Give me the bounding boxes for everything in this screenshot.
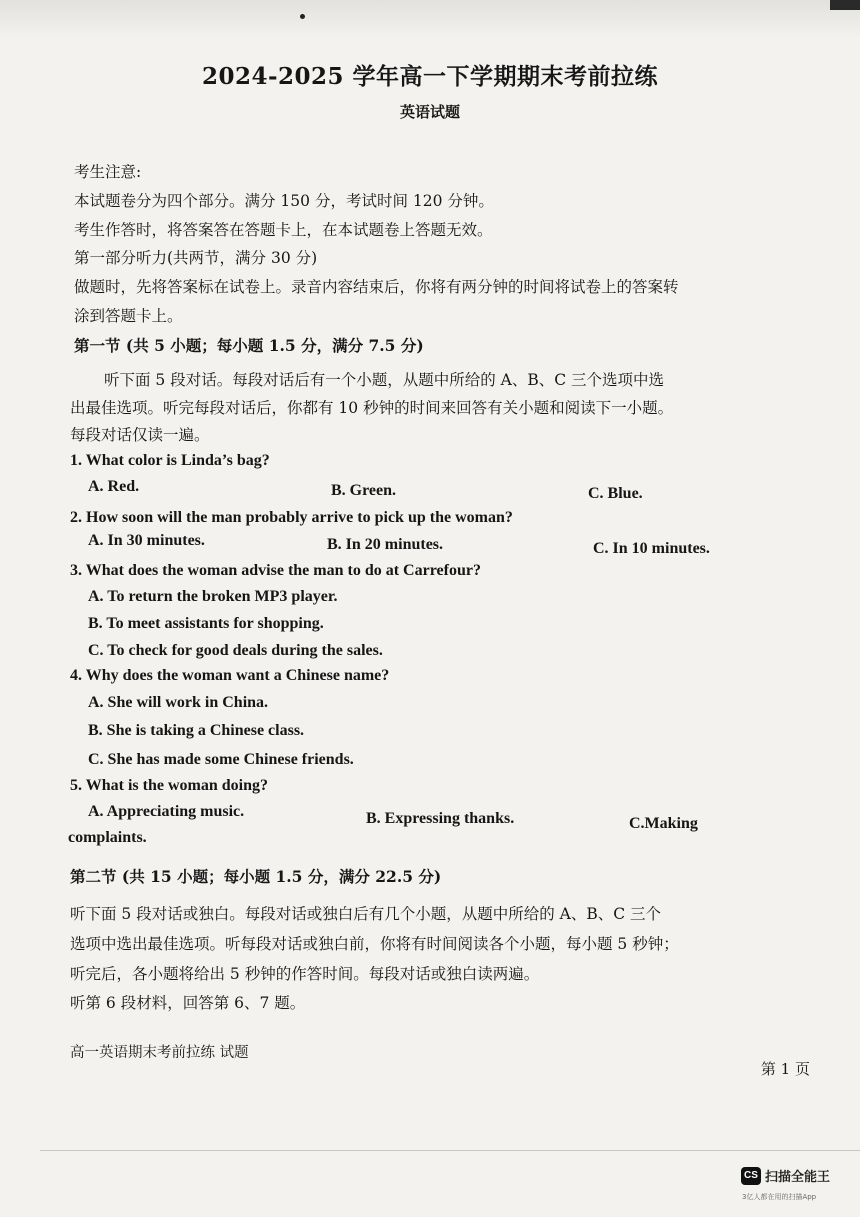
question-1-option-c: C. Blue. [588,485,643,502]
question-3-option-b: B. To meet assistants for shopping. [88,615,324,632]
notice-line-2: 考生作答时，将答案答在答题卡上，在本试题卷上答题无效。 [74,221,493,239]
section1-instruction-2: 出最佳选项。听完每段对话后，你都有 10 秒钟的时间来回答有关小题和阅读下一小题。 [70,399,674,417]
page-number: 第 1 页 [760,1060,810,1078]
question-4-option-a: A. She will work in China. [88,694,269,711]
section2-instruction-4: 听第 6 段材料，回答第 6、7 题。 [70,994,306,1012]
question-3-stem: 3. What does the woman advise the man to do at Carrefour? [70,562,481,579]
scan-speck [300,14,305,19]
question-5-option-c: C.Making [629,815,698,832]
question-5-option-b: B. Expressing thanks. [366,810,515,827]
question-2-stem: 2. How soon will the man probably arrive to pick up the woman? [70,509,513,526]
section2-instruction-1: 听下面 5 段对话或独白。每段对话或独白后有几个小题，从题中所给的 A、B、C 三个 [70,905,662,923]
question-2-option-c: C. In 10 minutes. [593,540,710,557]
question-3-option-a: A. To return the broken MP3 player. [88,588,338,605]
part1-instruction-2: 涂到答题卡上。 [74,307,183,325]
question-4-option-b: B. She is taking a Chinese class. [88,722,305,739]
question-5-stem: 5. What is the woman doing? [70,777,268,794]
question-4-option-c: C. She has made some Chinese friends. [88,751,354,768]
question-2-option-a: A. In 30 minutes. [88,532,205,549]
section2-instruction-3: 听完后，各小题将给出 5 秒钟的作答时间。每段对话或独白读两遍。 [70,965,540,983]
question-1-option-b: B. Green. [331,482,397,499]
section1-instruction-3: 每段对话仅读一遍。 [70,426,210,444]
camscanner-logo-icon: CS [741,1167,761,1185]
scan-shadow [0,0,860,38]
page-bottom-edge [40,1150,860,1151]
section2-instruction-2: 选项中选出最佳选项。听每段对话或独白前，你将有时间阅读各个小题，每小题 5 秒钟； [70,935,679,953]
question-1-stem: 1. What color is Linda’s bag? [70,452,270,469]
scanner-app-name: 扫描全能王 [765,1170,831,1185]
question-1-option-a: A. Red. [88,478,140,495]
scanner-app-tagline: 3亿人都在用的扫描App [742,1193,817,1201]
question-4-stem: 4. Why does the woman want a Chinese name? [70,667,390,684]
exam-subtitle: 英语试题 [399,103,460,121]
notice-heading: 考生注意: [74,163,142,181]
part1-instruction-1: 做题时，先将答案标在试卷上。录音内容结束后，你将有两分钟的时间将试卷上的答案转 [74,278,679,296]
section1-heading: 第一节 (共 5 小题；每小题 1.5 分，满分 7.5 分) [74,336,424,355]
section1-instruction-1: 听下面 5 段对话。每段对话后有一个小题，从题中所给的 A、B、C 三个选项中选 [104,371,665,389]
footer-exam-name: 高一英语期末考前拉练 试题 [70,1045,249,1061]
scan-corner-mark [830,0,860,10]
question-3-option-c: C. To check for good deals during the sales. [88,642,383,659]
notice-line-1: 本试题卷分为四个部分。满分 150 分，考试时间 120 分钟。 [74,192,494,210]
part1-heading: 第一部分听力(共两节，满分 30 分) [74,249,318,267]
question-2-option-b: B. In 20 minutes. [327,536,444,553]
question-5-option-a: A. Appreciating music. [88,803,245,820]
section2-heading: 第二节 (共 15 小题；每小题 1.5 分，满分 22.5 分) [70,867,442,886]
question-5-option-c-continued: complaints. [68,829,147,846]
exam-title: 2024-2025 学年高一下学期期末考前拉练 [201,63,659,90]
